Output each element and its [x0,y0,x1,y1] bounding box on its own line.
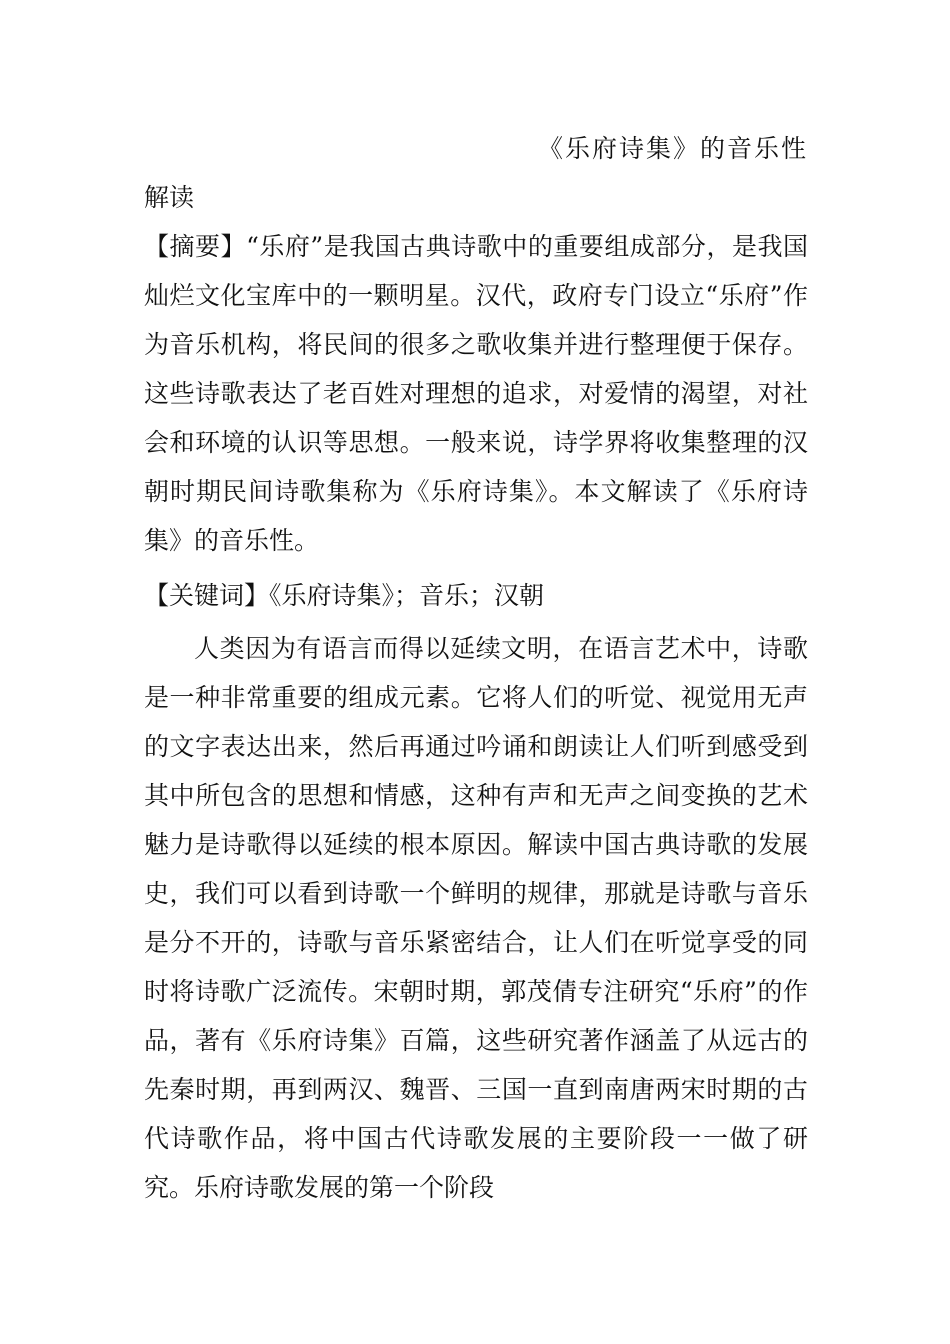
keywords-line [144,571,808,620]
abstract-paragraph [144,222,808,565]
title-text: 《乐府诗集》的音乐性 [537,134,808,163]
document-title [538,124,808,173]
keywords-label: 【关键词】 [144,581,270,610]
abstract-text: “乐府”是我国古典诗歌中的重要组成部分，是我国灿烂文化宝库中的一颗明星。汉代，政府专门设立“乐府”作为音乐机构，将民间的很多之歌收集并进行整理便于保存。这些诗歌表达了老百姓对理想的追求，对爱情的渴望，对社会和环境的认识等思想。一般来说，诗学界将收集整理的汉朝时期民间诗歌集称为《乐府诗集》。本文解读了《乐府诗集》的音乐性。 [144,232,808,555]
abstract-label: 【摘要】 [144,232,247,261]
title-text-continued: 解读 [144,183,195,212]
keywords-text: 《乐府诗集》；音乐；汉朝 [269,581,545,610]
body-paragraph-text: 人类因为有语言而得以延续文明，在语言艺术中，诗歌是一种非常重要的组成元素。它将人们的听觉、视觉用无声的文字表达出来，然后再通过吟诵和朗读让人们听到感受到其中所包含的思想和情感，这种有声和无声之间变换的艺术魅力是诗歌得以延续的根本原因。解读中国古典诗歌的发展史，我们可以看到诗歌一个鲜明的规律，那就是诗歌与音乐是分不开的，诗歌与音乐紧密结合，让人们在听觉享受的同时将诗歌广泛流传。宋朝时期，郭茂倩专注研究“乐府”的作品，著有《乐府诗集》百篇，这些研究著作涵盖了从远古的先秦时期，再到两汉、魏晋、三国一直到南唐两宋时期的古代诗歌作品，将中国古代诗歌发展的主要阶段一一做了研究。乐府诗歌发展的第一个阶段 [144,634,808,1202]
body-paragraph [144,624,808,1212]
document-title-continuation [144,173,808,222]
